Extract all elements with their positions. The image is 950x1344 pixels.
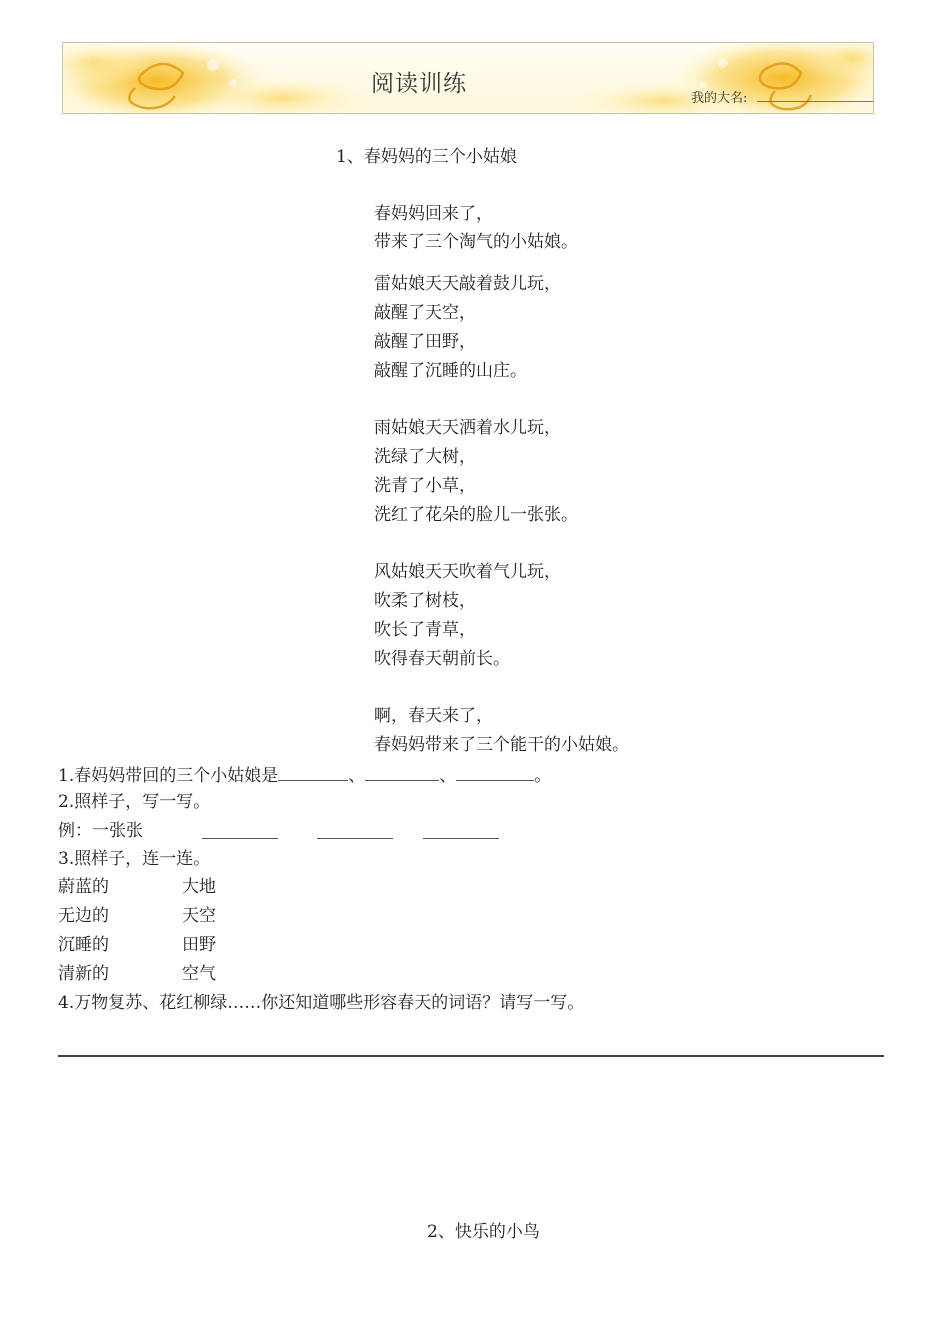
poem-line: 春妈妈回来了， [374,204,493,224]
poem-line: 吹长了青草， [374,620,476,640]
poem-line: 敲醒了田野， [374,332,476,352]
answer-blank[interactable] [423,820,499,839]
header-banner [62,42,874,114]
answer-blank[interactable] [456,762,534,781]
floral-decoration [63,43,873,113]
poem-line: 带来了三个淘气的小姑娘。 [374,232,578,252]
poem-line: 春妈妈带来了三个能干的小姑娘。 [374,735,629,755]
answer-blank[interactable] [202,820,278,839]
story2-title: 2、快乐的小鸟 [427,1222,540,1242]
poem-line: 洗红了花朵的脸儿一张张。 [374,505,578,525]
poem-line: 洗绿了大树， [374,447,476,467]
answer-blank[interactable] [317,820,393,839]
question-3: 3.照样子，连一连。 [58,849,211,869]
match-right-item[interactable]: 田野 [182,935,216,955]
match-left-item[interactable]: 清新的 [58,964,109,984]
poem-line: 敲醒了沉睡的山庄。 [374,361,527,381]
question-2-example: 例：一张张 [58,821,143,841]
match-right-item[interactable]: 大地 [182,877,216,897]
match-right-item[interactable]: 空气 [182,964,216,984]
story1-title: 1、春妈妈的三个小姑娘 [336,147,517,167]
poem-line: 洗青了小草， [374,476,476,496]
poem-line: 雷姑娘天天敲着鼓儿玩， [374,274,561,294]
poem-line: 吹得春天朝前长。 [374,649,510,669]
question-1 [58,762,551,788]
name-label: 我的大名: [691,91,748,106]
separator: 、 [348,766,366,786]
match-right-item[interactable]: 天空 [182,906,216,926]
answer-blank[interactable] [365,762,439,781]
question-2: 2.照样子，写一写。 [58,792,211,812]
poem-line: 啊，春天来了， [374,706,493,726]
answer-line[interactable] [58,1055,884,1057]
page-title: 阅读训练 [371,71,467,97]
question-1-text: 1.春妈妈带回的三个小姑娘是 [58,766,279,786]
poem-line: 雨姑娘天天洒着水儿玩， [374,418,561,438]
separator: 、 [439,766,457,786]
match-left-item[interactable]: 沉睡的 [58,935,109,955]
name-field-line[interactable] [757,101,874,102]
poem-line: 风姑娘天天吹着气儿玩， [374,562,561,582]
match-left-item[interactable]: 无边的 [58,906,109,926]
period: 。 [534,766,552,786]
question-4: 4.万物复苏、花红柳绿……你还知道哪些形容春天的词语？请写一写。 [58,993,585,1013]
poem-line: 敲醒了天空， [374,303,476,323]
poem-line: 吹柔了树枝， [374,591,476,611]
answer-blank[interactable] [278,762,348,781]
match-left-item[interactable]: 蔚蓝的 [58,877,109,897]
